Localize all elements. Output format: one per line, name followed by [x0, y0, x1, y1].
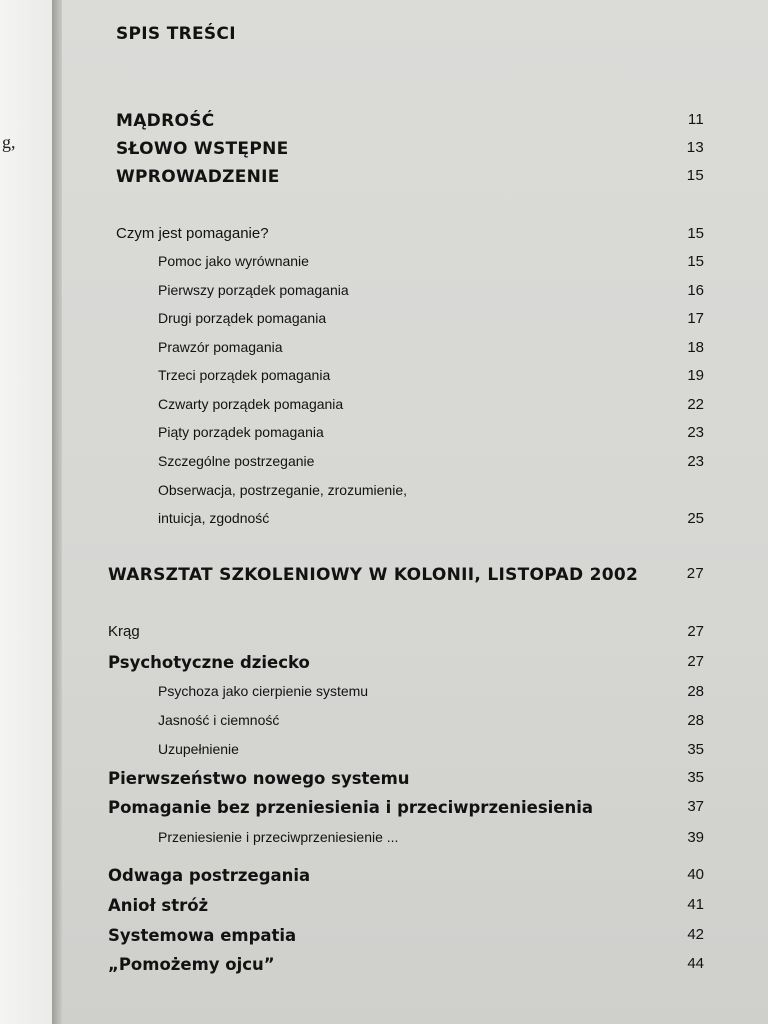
book-page	[62, 0, 768, 1024]
toc-subentry: Jasność i ciemność 28	[158, 712, 704, 729]
facing-page-margin	[0, 0, 52, 1024]
toc-subentry: Prawzór pomagania 18	[158, 339, 704, 356]
toc-subentry: Uzupełnienie 35	[158, 741, 704, 758]
toc-entry: Systemowa empatia 42	[108, 926, 704, 945]
toc-subentry: Psychoza jako cierpienie systemu 28	[158, 683, 704, 700]
toc-subentry: Trzeci porządek pomagania 19	[158, 367, 704, 384]
toc-entry: Czym jest pomaganie? 15	[116, 225, 704, 242]
toc-entry: Psychotyczne dziecko 27	[108, 653, 704, 672]
toc-subentry: Pomoc jako wyrównanie 15	[158, 253, 704, 270]
toc-subentry: Drugi porządek pomagania 17	[158, 310, 704, 327]
toc-subentry: Obserwacja, postrzeganie, zrozumienie,	[158, 482, 408, 498]
book-gutter	[52, 0, 62, 1024]
toc-entry: Odwaga postrzegania 40	[108, 866, 704, 885]
toc-section-heading: WARSZTAT SZKOLENIOWY W KOLONII, LISTOPAD 2002 27	[108, 565, 704, 585]
toc-subentry: Piąty porządek pomagania 23	[158, 424, 704, 441]
toc-subentry: Czwarty porządek pomagania 22	[158, 396, 704, 413]
toc-entry: Pomaganie bez przeniesienia i przeciwprzeniesienia 37	[108, 798, 704, 817]
toc-subentry: Pierwszy porządek pomagania 16	[158, 282, 704, 299]
toc-entry: Krąg 27	[108, 623, 704, 640]
toc-subentry: Przeniesienie i przeciwprzeniesienie ... 39	[158, 829, 704, 846]
toc-title: SPIS TREŚCI	[116, 24, 236, 44]
toc-entry: Pierwszeństwo nowego systemu 35	[108, 769, 704, 788]
toc-entry: Anioł stróż 41	[108, 896, 704, 915]
toc-subentry: intuicja, zgodność 25	[158, 510, 704, 527]
facing-page-text-fragment: g,	[2, 132, 16, 152]
toc-subentry: Szczególne postrzeganie 23	[158, 453, 704, 470]
toc-entry: SŁOWO WSTĘPNE 13	[116, 139, 704, 159]
toc-entry: WPROWADZENIE 15	[116, 167, 704, 187]
toc-entry: „Pomożemy ojcu” 44	[108, 955, 704, 974]
toc-entry: MĄDROŚĆ 11	[116, 111, 704, 131]
